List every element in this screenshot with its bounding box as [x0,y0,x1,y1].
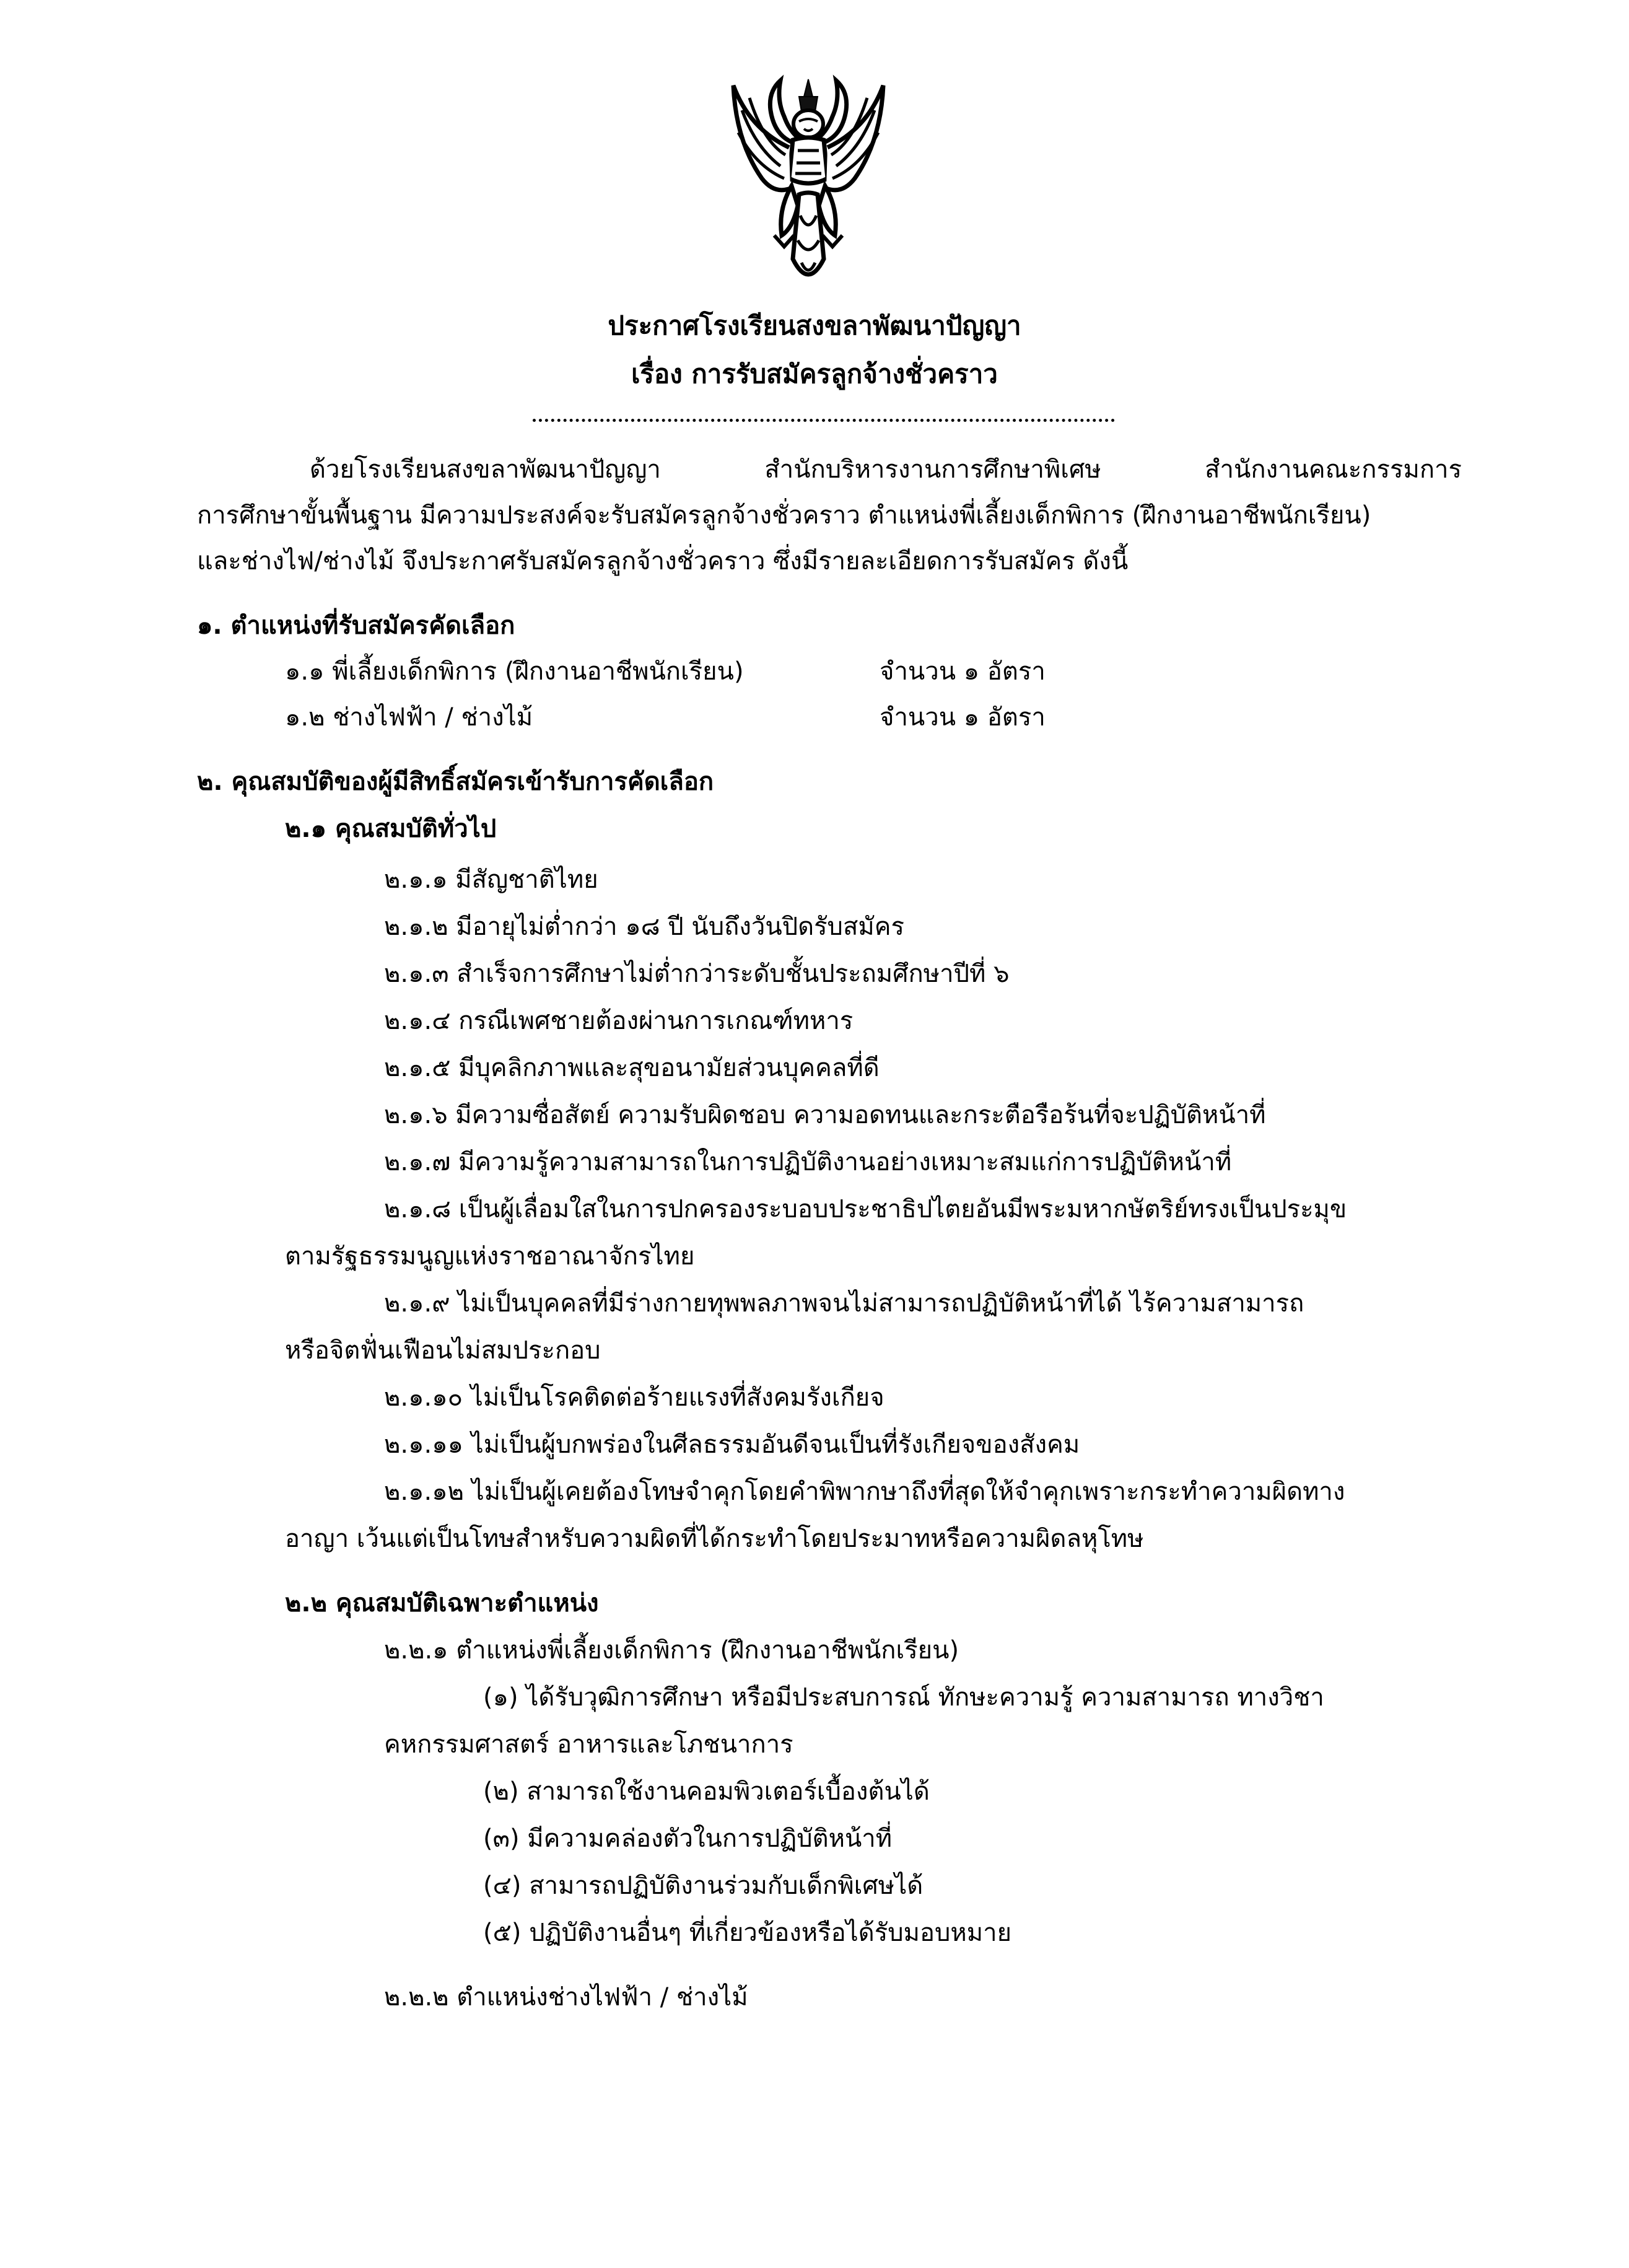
specific-item: (๓) มีความคล่องตัวในการปฏิบัติหน้าที่ [483,1824,893,1853]
general-item-9-line-1: ๒.๑.๙ ไม่เป็นบุคคลที่มีร่างกายทุพพลภาพจนไม่สามารถปฏิบัติหน้าที่ได้ ไร้ความสามารถ [384,1289,1304,1318]
specific-position-2-heading: ๒.๒.๒ ตำแหน่งช่างไฟฟ้า / ช่างไม้ [384,1983,748,2012]
general-qualifications-heading: ๒.๑ คุณสมบัติทั่วไป [285,815,497,843]
general-item-12-line-2: อาญา เว้นแต่เป็นโทษสำหรับความผิดที่ได้กระทำโดยประมาทหรือความผิดลหุโทษ [285,1525,1144,1553]
general-item-8-line-2: ตามรัฐธรรมนูญแห่งราชอาณาจักรไทย [285,1242,695,1271]
general-item: ๒.๑.๔ กรณีเพศชายต้องผ่านการเกณฑ์ทหาร [384,1007,854,1035]
section-2-heading: ๒. คุณสมบัติของผู้มีสิทธิ์สมัครเข้ารับการคัดเลือก [197,768,714,796]
general-item: ๒.๑.๓ สำเร็จการศึกษาไม่ต่ำกว่าระดับชั้นประถมศึกษาปีที่ ๖ [384,960,1010,988]
position-1-amount: จำนวน ๑ อัตรา [880,657,1046,686]
intro-word: สำนักงานคณะกรรมการ [1205,455,1462,484]
intro-line-1 [310,450,1462,489]
general-item-12-line-1: ๒.๑.๑๒ ไม่เป็นผู้เคยต้องโทษจำคุกโดยคำพิพากษาถึงที่สุดให้จำคุกเพราะกระทำความผิดทาง [384,1478,1345,1506]
general-item: ๒.๑.๖ มีความซื่อสัตย์ ความรับผิดชอบ ความอดทนและกระตือรือร้นที่จะปฏิบัติหน้าที่ [384,1101,1266,1129]
position-2-label: ๑.๒ ช่างไฟฟ้า / ช่างไม้ [285,703,533,732]
specific-item: (๒) สามารถใช้งานคอมพิวเตอร์เบื้องต้นได้ [483,1777,930,1806]
intro-line-3: และช่างไฟ/ช่างไม้ จึงประกาศรับสมัครลูกจ้างชั่วคราว ซึ่งมีรายละเอียดการรับสมัคร ดังนี้ [197,547,1129,576]
general-item-8-line-1: ๒.๑.๘ เป็นผู้เลื่อมใสในการปกครองระบอบประชาธิปไตยอันมีพระมหากษัตริย์ทรงเป็นประมุข [384,1195,1347,1224]
dotted-divider [533,415,1115,422]
general-item-10: ๒.๑.๑๐ ไม่เป็นโรคติดต่อร้ายแรงที่สังคมรังเกียจ [384,1383,884,1412]
general-item: ๒.๑.๒ มีอายุไม่ต่ำกว่า ๑๘ ปี นับถึงวันปิดรับสมัคร [384,913,904,941]
specific-item-1-line-1: (๑) ได้รับวุฒิการศึกษา หรือมีประสบการณ์ ทักษะความรู้ ความสามารถ ทางวิชา [483,1683,1324,1712]
specific-position-1-heading: ๒.๒.๑ ตำแหน่งพี่เลี้ยงเด็กพิการ (ฝึกงานอาชีพนักเรียน) [384,1636,959,1665]
position-2-amount: จำนวน ๑ อัตรา [880,703,1046,732]
section-1-heading: ๑. ตำแหน่งที่รับสมัครคัดเลือก [197,611,515,640]
garuda-emblem-icon [725,73,892,296]
specific-item: (๕) ปฏิบัติงานอื่นๆ ที่เกี่ยวข้องหรือได้รับมอบหมาย [483,1919,1012,1947]
announcement-subject: เรื่อง การรับสมัครลูกจ้างชั่วคราว [631,359,998,389]
position-1-label: ๑.๑ พี่เลี้ยงเด็กพิการ (ฝึกงานอาชีพนักเรียน) [285,657,744,686]
intro-word: ด้วยโรงเรียนสงขลาพัฒนาปัญญา [310,455,661,484]
general-item: ๒.๑.๗ มีความรู้ความสามารถในการปฏิบัติงานอย่างเหมาะสมแก่การปฏิบัติหน้าที่ [384,1148,1232,1176]
announcement-title: ประกาศโรงเรียนสงขลาพัฒนาปัญญา [608,310,1021,341]
intro-line-2: การศึกษาขั้นพื้นฐาน มีความประสงค์จะรับสมัครลูกจ้างชั่วคราว ตำแหน่งพี่เลี้ยงเด็กพิการ (ฝึกงานอาชีพนักเรียน) [197,501,1371,530]
general-item-11: ๒.๑.๑๑ ไม่เป็นผู้บกพร่องในศีลธรรมอันดีจนเป็นที่รังเกียจของสังคม [384,1430,1080,1459]
specific-qualifications-heading: ๒.๒ คุณสมบัติเฉพาะตำแหน่ง [285,1589,599,1618]
general-item: ๒.๑.๑ มีสัญชาติไทย [384,865,598,894]
specific-item: (๔) สามารถปฏิบัติงานร่วมกับเด็กพิเศษได้ [483,1872,924,1900]
specific-item-1-line-2: คหกรรมศาสตร์ อาหารและโภชนาการ [384,1730,793,1759]
general-item: ๒.๑.๕ มีบุคลิกภาพและสุขอนามัยส่วนบุคคลที่ดี [384,1054,880,1082]
intro-word: สำนักบริหารงานการศึกษาพิเศษ [764,455,1101,484]
general-item-9-line-2: หรือจิตฟั่นเฟือนไม่สมประกอบ [285,1336,601,1365]
